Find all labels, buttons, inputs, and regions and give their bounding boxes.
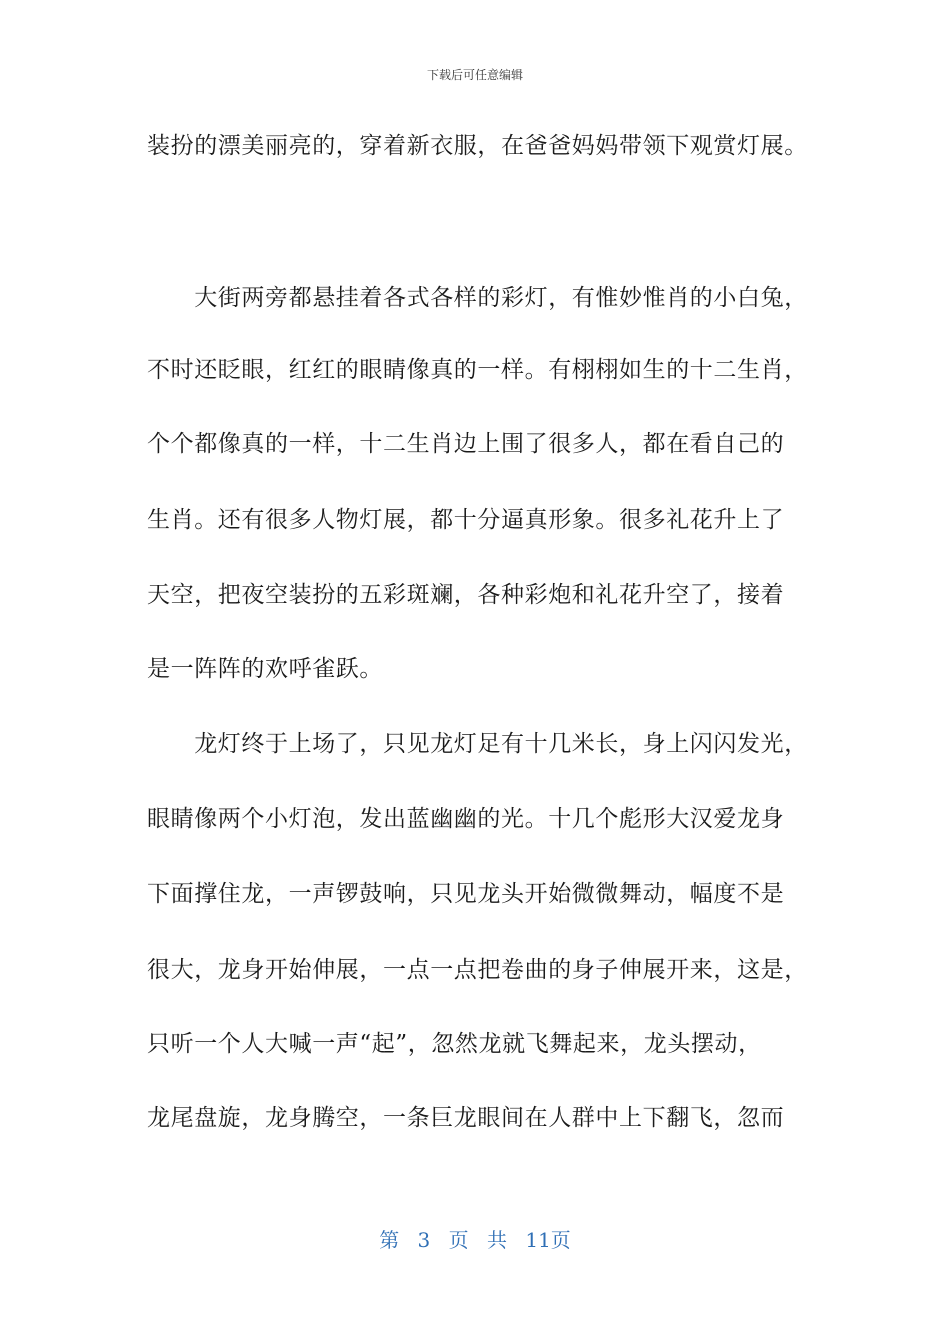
- text-line: 不时还眨眼，红红的眼睛像真的一样。有栩栩如生的十二生肖，: [147, 357, 808, 383]
- text-line: 装扮的漂美丽亮的，穿着新衣服，在爸爸妈妈带领下观赏灯展。: [147, 133, 808, 159]
- footer-page-number: 3: [417, 1228, 431, 1252]
- text-line: 很大，龙身开始伸展，一点一点把卷曲的身子伸展开来，这是，: [147, 957, 808, 983]
- text-line: 眼睛像两个小灯泡，发出蓝幽幽的光。十几个彪形大汉爱龙身: [147, 806, 785, 832]
- text-line: 是一阵阵的欢呼雀跃。: [147, 656, 383, 682]
- footer-gong: 共: [487, 1228, 507, 1252]
- text-line: 生肖。还有很多人物灯展，都十分逼真形象。很多礼花升上了: [147, 507, 785, 533]
- text-line: 龙灯终于上场了，只见龙灯足有十几米长，身上闪闪发光，: [147, 731, 808, 757]
- text-line: 天空，把夜空装扮的五彩斑斓，各种彩炮和礼花升空了，接着: [147, 582, 785, 608]
- text-line: 下面撑住龙，一声锣鼓响，只见龙头开始微微舞动，幅度不是: [147, 881, 785, 907]
- footer-total-pages: 11页: [525, 1228, 571, 1252]
- text-line: 个个都像真的一样，十二生肖边上围了很多人，都在看自己的: [147, 431, 785, 457]
- text-line: 大街两旁都悬挂着各式各样的彩灯，有惟妙惟肖的小白兔，: [147, 285, 808, 311]
- text-line: 只听一个人大喊一声“起”，忽然龙就飞舞起来，龙头摆动，: [147, 1031, 762, 1057]
- page-footer: [0, 1224, 950, 1253]
- page-header: 下载后可任意编辑: [426, 68, 523, 82]
- footer-di: 第: [379, 1228, 400, 1252]
- text-line: 龙尾盘旋，龙身腾空，一条巨龙眼间在人群中上下翻飞，忽而: [147, 1105, 785, 1131]
- footer-ye: 页: [448, 1228, 469, 1252]
